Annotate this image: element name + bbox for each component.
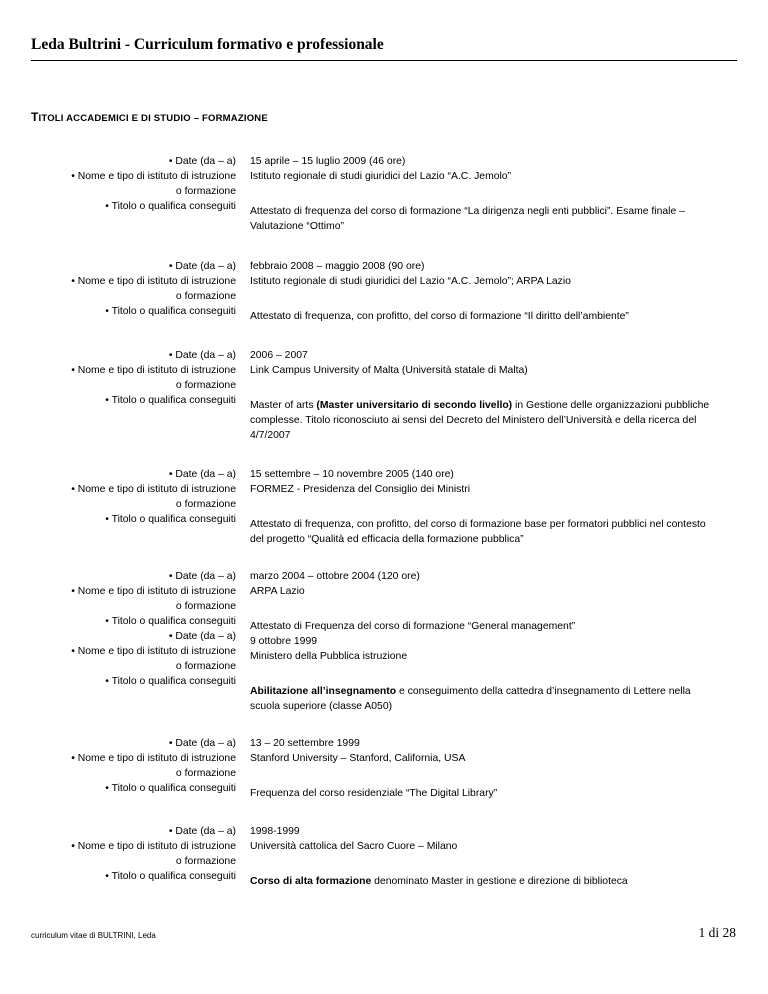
entry-titolo: Attestato di frequenza del corso di formazione “La dirigenza negli enti pubblici”. Esame finale – Valutazione “Ottimo” bbox=[250, 206, 685, 232]
label-istituto-cont: o formazione bbox=[175, 380, 236, 391]
label-titolo: • Titolo o qualifica conseguiti bbox=[105, 395, 236, 406]
label-titolo: • Titolo o qualifica conseguiti bbox=[105, 201, 236, 212]
label-titolo: • Titolo o qualifica conseguiti bbox=[105, 616, 236, 627]
label-istituto: • Nome e tipo di istituto di istruzione bbox=[71, 646, 236, 657]
entry-titolo: Attestato di frequenza, con profitto, del corso di formazione base per formatori pubblici nel contesto del progetto “Qualità ed efficacia della formazione pubblica” bbox=[250, 519, 706, 545]
entry-titolo: Attestato di frequenza, con profitto, del corso di formazione “Il diritto dell’ambiente” bbox=[250, 311, 629, 322]
label-date: • Date (da – a) bbox=[168, 469, 236, 480]
label-istituto-cont: o formazione bbox=[175, 856, 236, 867]
label-istituto: • Nome e tipo di istituto di istruzione bbox=[71, 484, 236, 495]
label-date: • Date (da – a) bbox=[168, 350, 236, 361]
entry-istituto: Ministero della Pubblica istruzione bbox=[250, 651, 408, 662]
label-istituto-cont: o formazione bbox=[175, 661, 236, 672]
section-title-rest: ITOLI ACCADEMICI E DI STUDIO – FORMAZIONE bbox=[38, 113, 268, 124]
entry-date: 2006 – 2007 bbox=[250, 350, 308, 361]
entry-istituto: Università cattolica del Sacro Cuore – Milano bbox=[250, 841, 458, 852]
label-istituto: • Nome e tipo di istituto di istruzione bbox=[71, 586, 236, 597]
entry-date: 15 settembre – 10 novembre 2005 (140 ore) bbox=[250, 469, 454, 480]
label-titolo: • Titolo o qualifica conseguiti bbox=[105, 871, 236, 882]
label-istituto: • Nome e tipo di istituto di istruzione bbox=[71, 841, 236, 852]
entry-istituto: Link Campus University of Malta (Università statale di Malta) bbox=[250, 365, 528, 376]
entry-titolo: Frequenza del corso residenziale “The Digital Library” bbox=[250, 788, 498, 799]
entry-date: 1998-1999 bbox=[250, 826, 300, 837]
header-divider bbox=[31, 60, 737, 61]
label-istituto-cont: o formazione bbox=[175, 499, 236, 510]
section-title bbox=[31, 110, 268, 124]
entry-istituto: ARPA Lazio bbox=[250, 586, 305, 597]
label-date: • Date (da – a) bbox=[168, 261, 236, 272]
titolo-post: denominato Master in gestione e direzione di biblioteca bbox=[371, 876, 628, 887]
entry-titolo bbox=[250, 398, 720, 443]
section-title-initial: T bbox=[31, 110, 39, 124]
document-header: Leda Bultrini - Curriculum formativo e professionale bbox=[31, 36, 384, 53]
label-date: • Date (da – a) bbox=[168, 156, 236, 167]
entry-titolo bbox=[250, 874, 720, 889]
label-titolo: • Titolo o qualifica conseguiti bbox=[105, 676, 236, 687]
label-date: • Date (da – a) bbox=[168, 738, 236, 749]
label-istituto: • Nome e tipo di istituto di istruzione bbox=[71, 171, 236, 182]
entry-date: marzo 2004 – ottobre 2004 (120 ore) bbox=[250, 571, 420, 582]
entry-istituto: Stanford University – Stanford, California, USA bbox=[250, 753, 466, 764]
label-date: • Date (da – a) bbox=[168, 571, 236, 582]
entry-istituto: Istituto regionale di studi giuridici del Lazio “A.C. Jemolo”; ARPA Lazio bbox=[250, 276, 571, 287]
label-titolo: • Titolo o qualifica conseguiti bbox=[105, 514, 236, 525]
label-titolo: • Titolo o qualifica conseguiti bbox=[105, 306, 236, 317]
label-date: • Date (da – a) bbox=[168, 631, 236, 642]
entry-istituto: FORMEZ - Presidenza del Consiglio dei Ministri bbox=[250, 484, 471, 495]
entry-titolo bbox=[250, 684, 720, 714]
label-istituto-cont: o formazione bbox=[175, 291, 236, 302]
titolo-pre: Master of arts bbox=[250, 400, 317, 411]
label-istituto-cont: o formazione bbox=[175, 768, 236, 779]
label-istituto-cont: o formazione bbox=[175, 186, 236, 197]
label-istituto-cont: o formazione bbox=[175, 601, 236, 612]
entry-titolo: Attestato di Frequenza del corso di formazione “General management” bbox=[250, 621, 576, 632]
label-date: • Date (da – a) bbox=[168, 826, 236, 837]
titolo-post: in Gestione delle organizzazioni pubbliche complesse. Titolo riconosciuto ai sensi del Decreto del Ministero dell’Università e della ricerca del 4/7/2007 bbox=[250, 400, 710, 441]
entry-istituto: Istituto regionale di studi giuridici del Lazio “A.C. Jemolo” bbox=[250, 171, 512, 182]
label-istituto: • Nome e tipo di istituto di istruzione bbox=[71, 365, 236, 376]
titolo-bold: Abilitazione all’insegnamento bbox=[250, 686, 397, 697]
footer-label: curriculum vitae di BULTRINI, Leda bbox=[31, 931, 156, 940]
page-number: 1 di 28 bbox=[698, 925, 736, 940]
label-istituto: • Nome e tipo di istituto di istruzione bbox=[71, 753, 236, 764]
label-istituto: • Nome e tipo di istituto di istruzione bbox=[71, 276, 236, 287]
label-titolo: • Titolo o qualifica conseguiti bbox=[105, 783, 236, 794]
entry-date: 9 ottobre 1999 bbox=[250, 636, 318, 647]
titolo-bold: Corso di alta formazione bbox=[250, 876, 372, 887]
entry-date: febbraio 2008 – maggio 2008 (90 ore) bbox=[250, 261, 425, 272]
titolo-bold: (Master universitario di secondo livello) bbox=[316, 400, 513, 411]
entry-date: 13 – 20 settembre 1999 bbox=[250, 738, 360, 749]
titolo-post: e conseguimento della cattedra d’insegnamento di Lettere nella scuola superiore (classe A050) bbox=[250, 686, 691, 712]
entry-date: 15 aprile – 15 luglio 2009 (46 ore) bbox=[250, 156, 406, 167]
